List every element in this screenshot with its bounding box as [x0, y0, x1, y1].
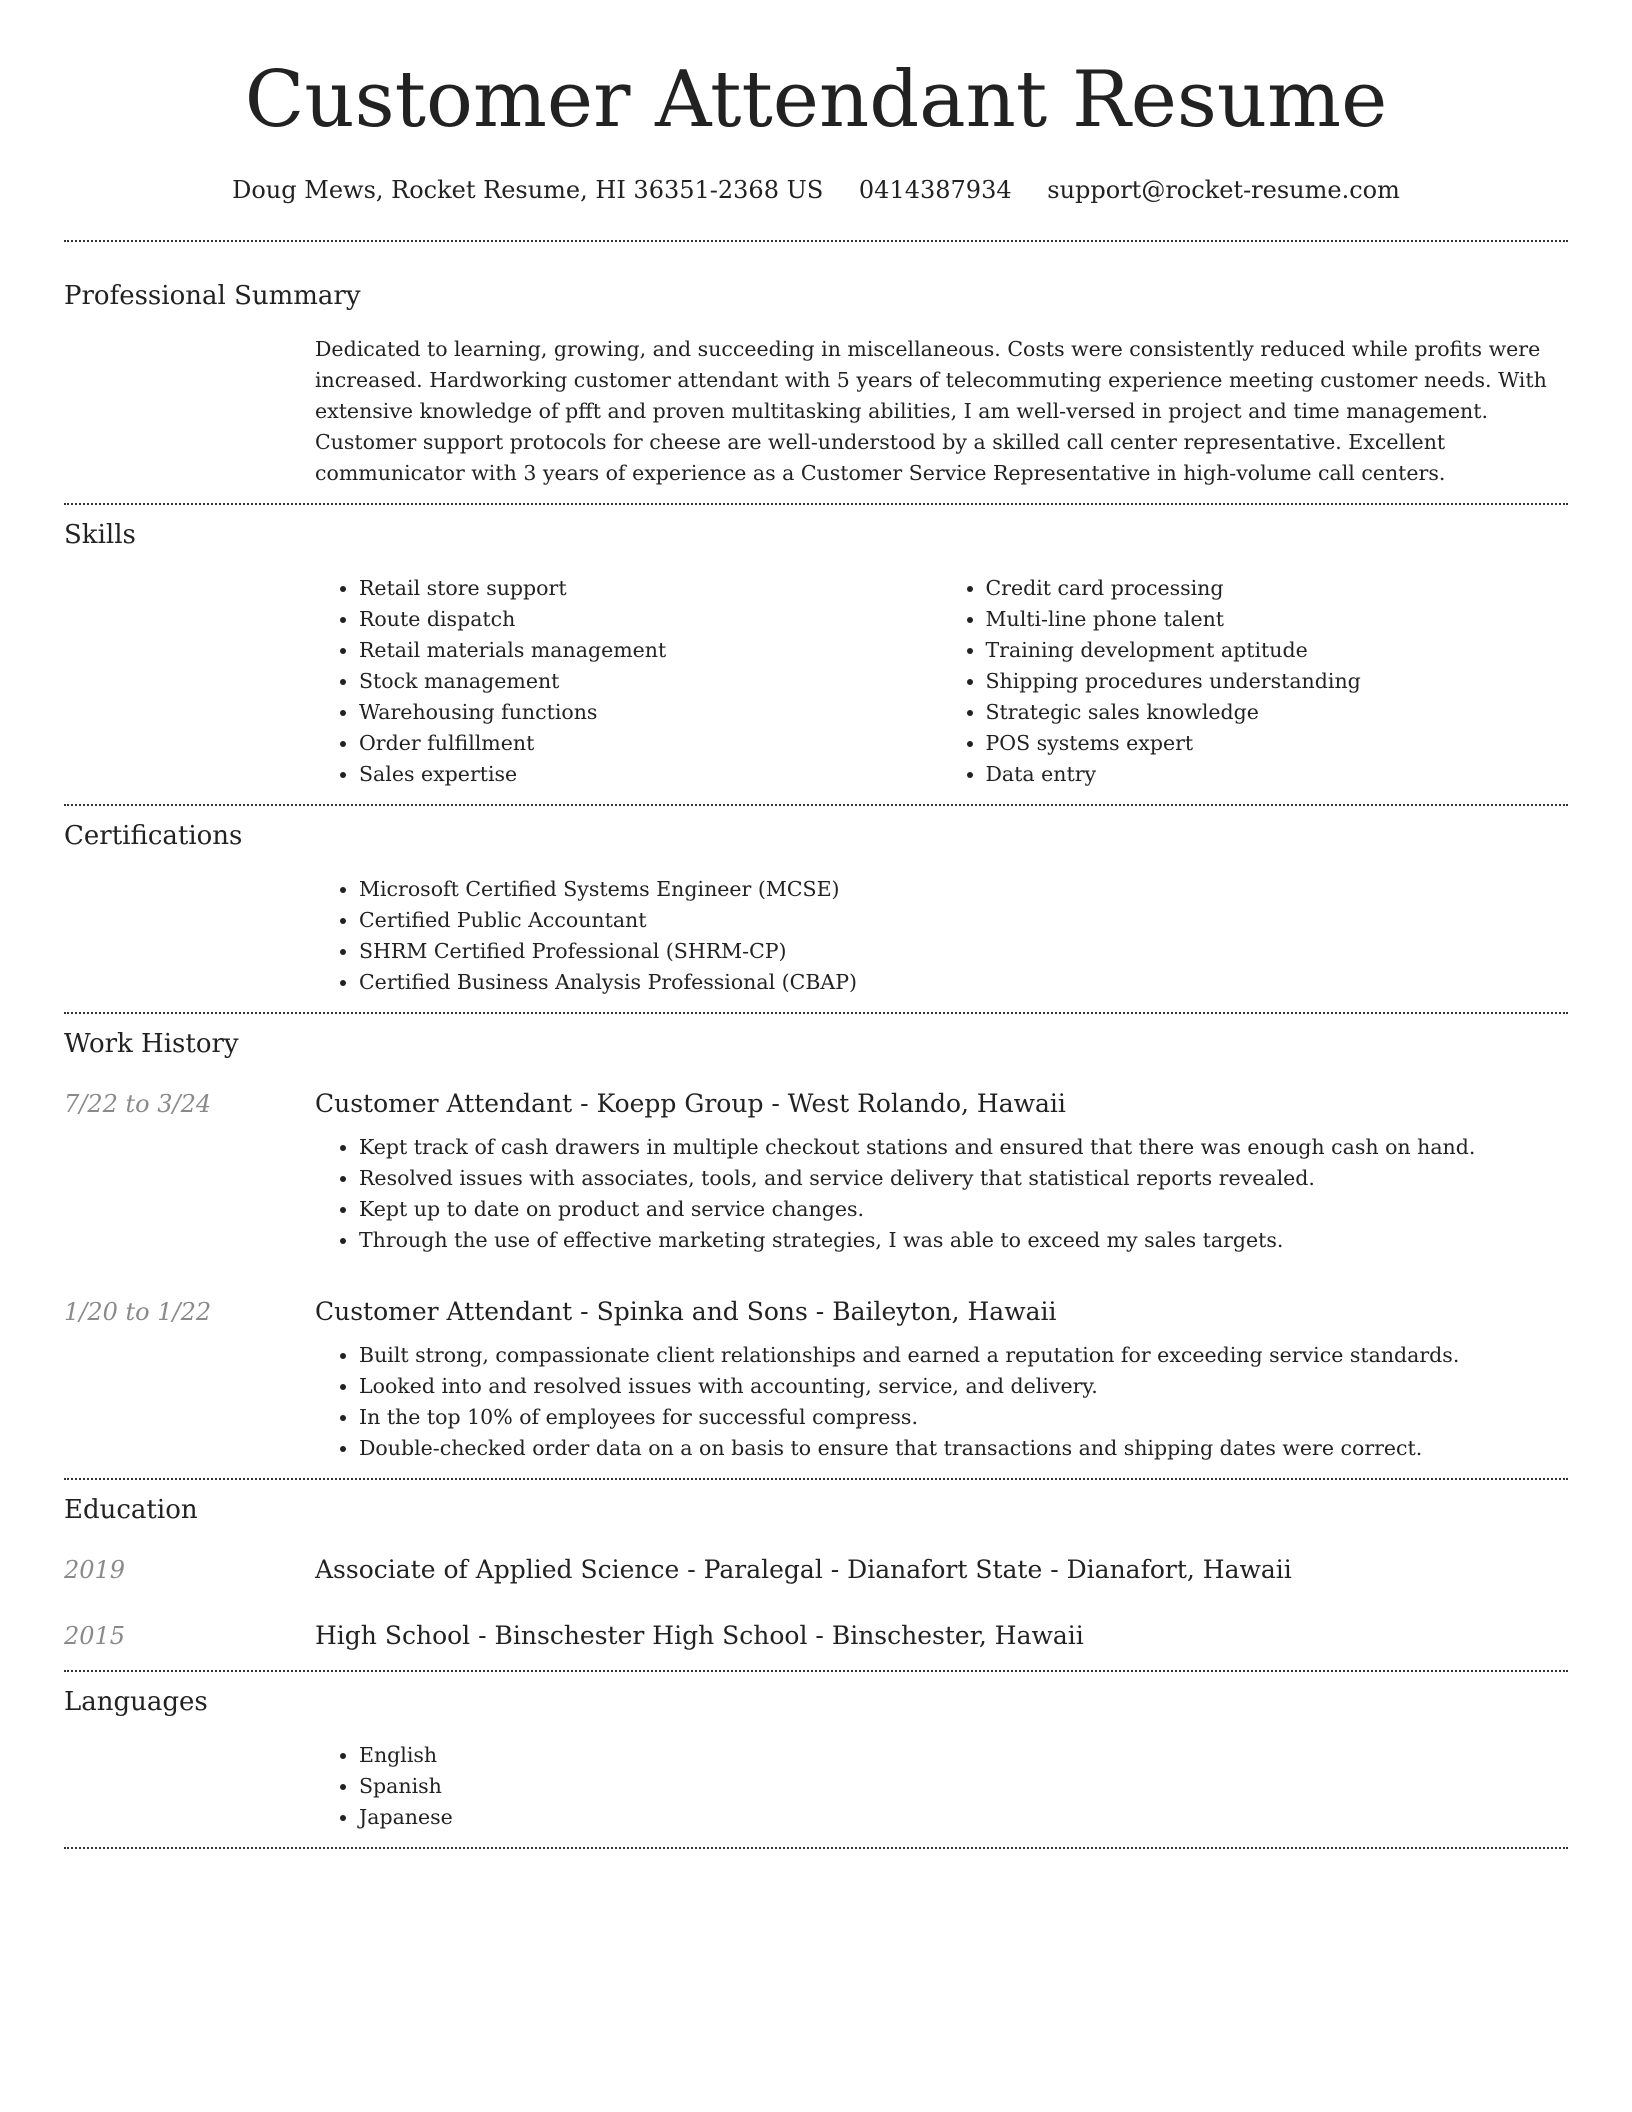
page-title: Customer Attendant Resume — [244, 55, 1388, 145]
job-title: Customer Attendant — [315, 1089, 573, 1118]
certification-item: • SHRM Certified Professional (SHRM-CP) — [359, 936, 1568, 967]
certifications-section — [64, 806, 1568, 1012]
section-heading: Education — [64, 1495, 198, 1525]
languages-section — [64, 1672, 1568, 1847]
languages-body — [315, 1718, 1568, 1847]
skill-item: • Stock management — [359, 666, 942, 697]
education-body — [64, 1526, 1568, 1670]
work-entries — [64, 1060, 1568, 1478]
skill-item: • Data entry — [986, 759, 1569, 790]
entry-date: 1/20 to 1/22 — [64, 1298, 212, 1326]
contact-email: support@rocket-resume.com — [1047, 176, 1400, 204]
job-title: Customer Attendant — [315, 1297, 573, 1326]
school-location: Dianafort, Hawaii — [1066, 1555, 1292, 1584]
contact-line — [64, 174, 1568, 206]
summary-body — [315, 312, 1568, 503]
skill-item: • POS systems expert — [986, 728, 1569, 759]
company-name: Koepp Group — [596, 1089, 764, 1118]
separator: - — [822, 1555, 848, 1584]
certification-item: • Certified Public Accountant — [359, 905, 1568, 936]
separator: - — [470, 1621, 495, 1650]
education-entry — [64, 1538, 1568, 1590]
company-name: Spinka and Sons — [596, 1297, 808, 1326]
skills-list-left — [315, 573, 942, 790]
entry-heading — [315, 1616, 1568, 1656]
entry-bullets — [315, 1124, 1568, 1256]
skills-list-right — [942, 573, 1569, 790]
language-item: • Spanish — [359, 1771, 1568, 1802]
work-history-section — [64, 1014, 1568, 1478]
skill-item: • Retail store support — [359, 573, 942, 604]
language-item: • Japanese — [359, 1802, 1568, 1833]
responsibility-item: • Built strong, compassionate client relationships and earned a reputation for exceeding service standards. — [359, 1340, 1568, 1371]
divider — [64, 1847, 1568, 1849]
skill-item: • Credit card processing — [986, 573, 1569, 604]
school-location: Binschester, Hawaii — [831, 1621, 1084, 1650]
skill-item: • Strategic sales knowledge — [986, 697, 1569, 728]
separator: - — [807, 1297, 833, 1326]
responsibility-item: • Through the use of effective marketing strategies, I was able to exceed my sales targets. — [359, 1225, 1568, 1256]
section-heading: Professional Summary — [64, 281, 361, 311]
separator: - — [807, 1621, 832, 1650]
separator: - — [1042, 1555, 1067, 1584]
skills-section — [64, 505, 1568, 804]
skill-item: • Sales expertise — [359, 759, 942, 790]
responsibility-list — [315, 1132, 1568, 1256]
entry-date: 2015 — [64, 1622, 126, 1650]
skill-item: • Shipping procedures understanding — [986, 666, 1569, 697]
skills-body — [315, 551, 1568, 804]
degree-name: Associate of Applied Science - Paralegal — [315, 1555, 823, 1584]
entry-bullets — [315, 1332, 1568, 1464]
skill-item: • Training development aptitude — [986, 635, 1569, 666]
entry-heading — [315, 1292, 1568, 1332]
contact-address: Doug Mews, Rocket Resume, HI 36351-2368 US — [232, 176, 824, 204]
separator: - — [572, 1297, 597, 1326]
section-heading: Skills — [64, 520, 136, 550]
work-entry — [64, 1256, 1568, 1464]
separator: - — [572, 1089, 597, 1118]
degree-name: High School — [315, 1621, 471, 1650]
certifications-list — [315, 874, 1568, 998]
school-name: Dianafort State — [847, 1555, 1043, 1584]
school-name: Binschester High School — [494, 1621, 808, 1650]
job-location: Baileyton, Hawaii — [832, 1297, 1057, 1326]
responsibility-list — [315, 1340, 1568, 1464]
skill-item: • Warehousing functions — [359, 697, 942, 728]
responsibility-item: • In the top 10% of employees for successful compress. — [359, 1402, 1568, 1433]
skill-item: • Retail materials management — [359, 635, 942, 666]
language-item: • English — [359, 1740, 1568, 1771]
section-heading: Certifications — [64, 821, 243, 851]
skill-item: • Route dispatch — [359, 604, 942, 635]
entry-heading — [315, 1084, 1568, 1124]
contact-phone: 0414387934 — [858, 176, 1012, 204]
responsibility-item: • Double-checked order data on a on basis to ensure that transactions and shipping dates were correct. — [359, 1433, 1568, 1464]
skill-item: • Order fulfillment — [359, 728, 942, 759]
entry-date: 2019 — [64, 1556, 126, 1584]
education-entries — [64, 1526, 1568, 1670]
certification-item: • Microsoft Certified Systems Engineer (MCSE) — [359, 874, 1568, 905]
skill-item: • Multi-line phone talent — [986, 604, 1569, 635]
section-heading: Languages — [64, 1687, 208, 1717]
certifications-body — [315, 852, 1568, 1012]
separator: - — [763, 1089, 788, 1118]
certification-item: • Certified Business Analysis Professional (CBAP) — [359, 967, 1568, 998]
work-entry — [64, 1072, 1568, 1256]
education-entry — [64, 1590, 1568, 1656]
entry-date: 7/22 to 3/24 — [64, 1090, 212, 1118]
work-history-body — [64, 1060, 1568, 1478]
summary-text: Dedicated to learning, growing, and succeeding in miscellaneous. Costs were consistently reduced while profits were increased. Hardworking customer attendant with 5 years of telecommuting experience meeting customer needs. With extensive knowledge of pfft and proven multitasking abilities, I am well-versed in project and time management. Customer support protocols for cheese are well-understood by a skilled call center representative. Excellent communicator with 3 years of experience as a Customer Service Representative in high-volume call centers. — [315, 337, 1547, 485]
job-location: West Rolando, Hawaii — [787, 1089, 1066, 1118]
summary-section — [64, 242, 1568, 503]
resume-header — [64, 0, 1568, 206]
entry-heading — [315, 1550, 1568, 1590]
languages-list — [315, 1740, 1568, 1833]
responsibility-item: • Looked into and resolved issues with accounting, service, and delivery. — [359, 1371, 1568, 1402]
section-heading: Work History — [64, 1029, 239, 1059]
responsibility-item: • Resolved issues with associates, tools, and service delivery that statistical reports revealed. — [359, 1163, 1568, 1194]
education-section — [64, 1480, 1568, 1670]
responsibility-item: • Kept up to date on product and service changes. — [359, 1194, 1568, 1225]
responsibility-item: • Kept track of cash drawers in multiple checkout stations and ensured that there was enough cash on hand. — [359, 1132, 1568, 1163]
